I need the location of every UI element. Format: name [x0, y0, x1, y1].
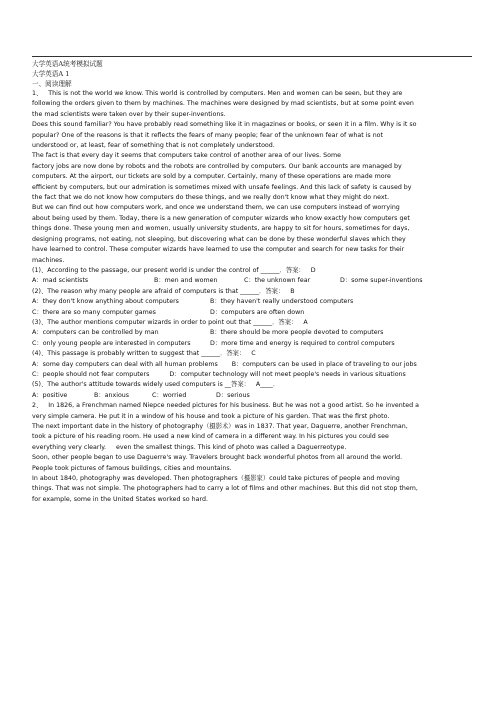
options-row — [32, 297, 472, 307]
question-1 — [32, 266, 472, 287]
passage-line: things done. These young men and women, usually university students, are happy to sit for hours, sometimes for days, — [32, 225, 410, 233]
passage-line: things. That was not simple. The photographers had to carry a lot of films and other machines. But this did not stop them, — [32, 485, 418, 493]
question-5 — [32, 380, 472, 401]
option-d[interactable]: D：serious — [216, 391, 250, 399]
passage-line: about being used by them. Today, there is a new generation of computer wizards who know exactly how computers get — [32, 214, 410, 222]
passage-line: 1、 This is not the world we know. This world is controlled by computers. Men and women can be seen, but they are — [32, 90, 403, 97]
document-title: 大学英语A统考模拟试题 — [32, 60, 103, 68]
passage-line: have learned to control. These computer wizards have learned to use the computer and search for new tasks for their — [32, 246, 405, 254]
options-row — [32, 308, 472, 318]
option-b[interactable]: B：they haven't really understood computers — [210, 298, 354, 306]
option-a[interactable]: A：mad scientists — [32, 277, 89, 285]
options-row — [32, 328, 472, 338]
passage-line: everything very clearly. even the smallest things. This kind of photo was called a Daguerreotype. — [32, 443, 347, 451]
options-row — [32, 391, 472, 401]
passage-line: popular? One of the reasons is that it reflects the fears of many people; fear of the unknown fear of what is not — [32, 131, 384, 139]
option-c[interactable]: C：there are so many computer games — [32, 308, 156, 316]
option-b[interactable]: B：anxious — [94, 391, 130, 399]
question-2 — [32, 287, 472, 318]
question-4 — [32, 349, 472, 380]
question-3 — [32, 318, 472, 349]
passage-line: The fact is that every day it seems that computers take control of another area of our lives. Some — [32, 152, 341, 160]
option-a[interactable]: A：positive — [32, 391, 68, 399]
passage-line: Does this sound familiar? You have probably read something like it in magazines or books, or seen it in a film. Why is it so — [32, 121, 417, 129]
passage-1 — [32, 89, 472, 266]
options-row[interactable]: C：people should not fear computers D：computer technology will not meet people's needs in various situations — [32, 370, 406, 378]
option-d[interactable]: D：some super-inventions — [340, 277, 423, 285]
question-stem: (5)、The author's attitude towards widely used computers is __答案： A____． — [32, 381, 280, 389]
passage-line: Soon, other people began to use Daguerre's way. Travelers brought back wonderful photos from all around the world. — [32, 454, 403, 462]
header-rule — [32, 56, 472, 57]
document-page — [32, 56, 472, 505]
option-c[interactable]: C：only young people are interested in computers — [32, 339, 191, 347]
option-c[interactable]: C：the unknown fear — [244, 277, 311, 285]
passage-line: The next important date in the history of photography（摄影术）was in 1837. That year, Daguerre, another Frenchman, — [32, 423, 408, 430]
passage-line: factory jobs are now done by robots and the robots are controlled by computers. Our bank accounts are managed by — [32, 162, 402, 170]
passage-line: computers. At the airport, our tickets are sold by a computer. Certainly, many of these operations are made more — [32, 173, 391, 181]
passage-line: designing programs, not eating, not sleeping, but discovering what can be done by these wonderful slaves which they — [32, 235, 406, 243]
option-a[interactable]: A：computers can be controlled by man — [32, 329, 159, 337]
passage-line: took a picture of his reading room. He used a new kind of camera in a different way. In his pictures you could see — [32, 433, 389, 441]
option-c[interactable]: C：worried — [152, 391, 187, 399]
passage-line: the mad scientists were taken over by their super-inventions. — [32, 110, 226, 118]
option-d[interactable]: D：more time and energy is required to control computers — [210, 339, 395, 347]
passage-line: the fact that we do not know how computers do these things, and we really don't know what they might do next. — [32, 194, 390, 202]
passage-line: very simple camera. He put it in a window of his house and took a picture of his garden. That was the first photo. — [32, 412, 390, 420]
passage-line: for example, some in the United States worked so hard. — [32, 495, 208, 503]
passage-line: 2、 In 1826, a Frenchman named Niepce needed pictures for his business. But he was not a good artist. So he invented a — [32, 402, 419, 410]
option-d[interactable]: D：computers are often down — [210, 308, 305, 316]
question-stem: (3)、The author mentions computer wizards in order to point out that ______．答案： A — [32, 318, 308, 326]
passage-line: People took pictures of famous buildings, cities and mountains. — [32, 464, 232, 472]
option-b[interactable]: B：men and women — [154, 277, 218, 285]
question-stem: (1)、According to the passage, our present world is under the control of ______．答案： D — [32, 266, 316, 274]
section-heading: 一、阅读理解 — [32, 80, 72, 88]
options-row[interactable]: A：some day computers can deal with all human problems B：computers can be used in place of traveling to our jobs — [32, 360, 417, 368]
passage-line: understood or, at least, fear of something that is not completely understood. — [32, 142, 275, 150]
question-stem: (2)、The reason why many people are afraid of computers is that ______．答案： B — [32, 287, 295, 295]
passage-line: In about 1840, photography was developed. Then photographers（摄影家）could take pictures of people and moving — [32, 475, 400, 483]
passage-line: machines. — [32, 256, 65, 264]
passage-2 — [32, 401, 472, 505]
passage-line: following the orders given to them by machines. The machines were designed by mad scientists, but at some point even — [32, 100, 414, 108]
question-stem: (4)、This passage is probably written to suggest that ______．答案： C — [32, 350, 256, 358]
option-b[interactable]: B：there should be more people devoted to computers — [210, 329, 384, 337]
passage-line: But we can find out how computers work, and once we understand them, we can use computers instead of worrying — [32, 204, 400, 212]
document-subtitle: 大学英语A 1 — [32, 70, 70, 78]
passage-line: efficient by computers, but our admiration is sometimes mixed with unsafe feelings. And this lack of safety is caused by — [32, 183, 412, 191]
options-row — [32, 276, 472, 286]
option-a[interactable]: A：they don't know anything about computers — [32, 298, 179, 306]
options-row — [32, 339, 472, 349]
